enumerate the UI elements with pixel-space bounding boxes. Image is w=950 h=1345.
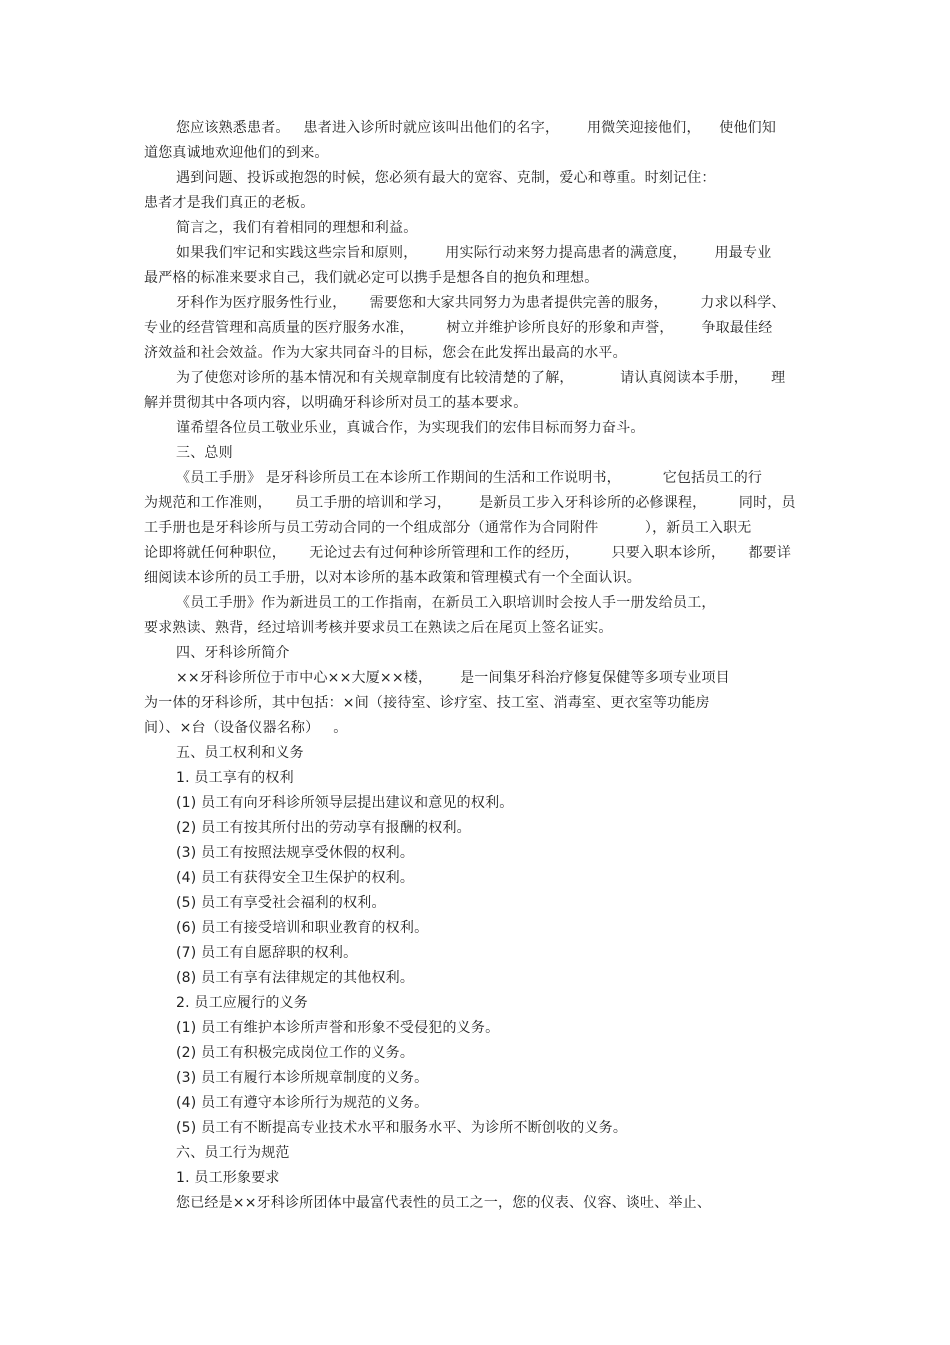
list-item: (2) 员工有积极完成岗位工作的义务。: [176, 1045, 415, 1061]
paragraph-line: ××牙科诊所位于市中心××大厦××楼， 是一间集牙科治疗修复保健等多项专业项目: [176, 670, 730, 686]
list-item: (8) 员工有享有法律规定的其他权利。: [176, 970, 415, 986]
paragraph-line: 解并贯彻其中各项内容，以明确牙科诊所对员工的基本要求。: [144, 395, 528, 411]
paragraph-line: 患者才是我们真正的老板。: [144, 195, 315, 211]
paragraph-line: 道您真诚地欢迎他们的到来。: [144, 145, 329, 161]
paragraph-line: 《员工手册》 是牙科诊所员工在本诊所工作期间的生活和工作说明书， 它包括员工的行: [176, 470, 763, 486]
paragraph-line: 为了使您对诊所的基本情况和有关规章制度有比较清楚的了解， 请认真阅读本手册， 理: [176, 370, 786, 386]
list-item: (3) 员工有履行本诊所规章制度的义务。: [176, 1070, 429, 1086]
paragraph-line: 论即将就任何种职位， 无论过去有过何种诊所管理和工作的经历， 只要入职本诊所， 都要详: [144, 545, 792, 561]
paragraph-line: 您应该熟悉患者。 患者进入诊所时就应该叫出他们的名字， 用微笑迎接他们， 使他们知: [176, 120, 777, 136]
list-item: (7) 员工有自愿辞职的权利。: [176, 945, 358, 961]
list-item: (2) 员工有按其所付出的劳动享有报酬的权利。: [176, 820, 471, 836]
paragraph-line: 谨希望各位员工敬业乐业，真诚合作，为实现我们的宏伟目标而努力奋斗。: [176, 420, 645, 436]
paragraph-line: 济效益和社会效益。作为大家共同奋斗的目标，您会在此发挥出最高的水平。: [144, 345, 627, 361]
list-item: (4) 员工有获得安全卫生保护的权利。: [176, 870, 415, 886]
section-heading: 四、牙科诊所简介: [176, 645, 290, 661]
paragraph-line: 遇到问题、投诉或抱怨的时候，您必须有最大的宽容、克制，爱心和尊重。时刻记住：: [176, 170, 716, 186]
list-item: (1) 员工有向牙科诊所领导层提出建议和意见的权利。: [176, 795, 514, 811]
paragraph-line: 为一体的牙科诊所，其中包括：×间（接待室、诊疗室、技工室、消毒室、更衣室等功能房: [144, 695, 710, 711]
paragraph-line: 最严格的标准来要求自己，我们就必定可以携手是想各自的抱负和理想。: [144, 270, 599, 286]
section-heading: 六、员工行为规范: [176, 1145, 290, 1161]
paragraph-line: 为规范和工作准则， 员工手册的培训和学习， 是新员工步入牙科诊所的必修课程， 同时，员: [144, 495, 796, 511]
list-item: (1) 员工有维护本诊所声誉和形象不受侵犯的义务。: [176, 1020, 500, 1036]
paragraph-line: 牙科作为医疗服务性行业， 需要您和大家共同努力为患者提供完善的服务， 力求以科学、: [176, 295, 786, 311]
paragraph-line: 细阅读本诊所的员工手册，以对本诊所的基本政策和管理模式有一个全面认识。: [144, 570, 641, 586]
subsection-heading: 1. 员工形象要求: [176, 1170, 280, 1186]
paragraph-line: 您已经是××牙科诊所团体中最富代表性的员工之一，您的仪表、仪容、谈吐、举止、: [176, 1195, 712, 1211]
list-item: (4) 员工有遵守本诊所行为规范的义务。: [176, 1095, 429, 1111]
subsection-heading: 1. 员工享有的权利: [176, 770, 294, 786]
paragraph-line: 《员工手册》作为新进员工的工作指南，在新员工入职培训时会按人手一册发给员工，: [176, 595, 716, 611]
paragraph-line: 工手册也是牙科诊所与员工劳动合同的一个组成部分（通常作为合同附件 ），新员工入职无: [144, 520, 752, 536]
paragraph-line: 间）、×台（设备仪器名称） 。: [144, 720, 348, 736]
paragraph-line: 简言之，我们有着相同的理想和利益。: [176, 220, 418, 236]
section-heading: 五、员工权利和义务: [176, 745, 304, 761]
subsection-heading: 2. 员工应履行的义务: [176, 995, 309, 1011]
list-item: (5) 员工有享受社会福利的权利。: [176, 895, 386, 911]
paragraph-line: 要求熟读、熟背，经过培训考核并要求员工在熟读之后在尾页上签名证实。: [144, 620, 613, 636]
list-item: (3) 员工有按照法规享受休假的权利。: [176, 845, 415, 861]
paragraph-line: 专业的经营管理和高质量的医疗服务水准， 树立并维护诊所良好的形象和声誉， 争取最佳经: [144, 320, 773, 336]
list-item: (5) 员工有不断提高专业技术水平和服务水平、为诊所不断创收的义务。: [176, 1120, 628, 1136]
paragraph-line: 如果我们牢记和实践这些宗旨和原则， 用实际行动来努力提高患者的满意度， 用最专业: [176, 245, 772, 261]
list-item: (6) 员工有接受培训和职业教育的权利。: [176, 920, 429, 936]
section-heading: 三、总则: [176, 445, 233, 461]
